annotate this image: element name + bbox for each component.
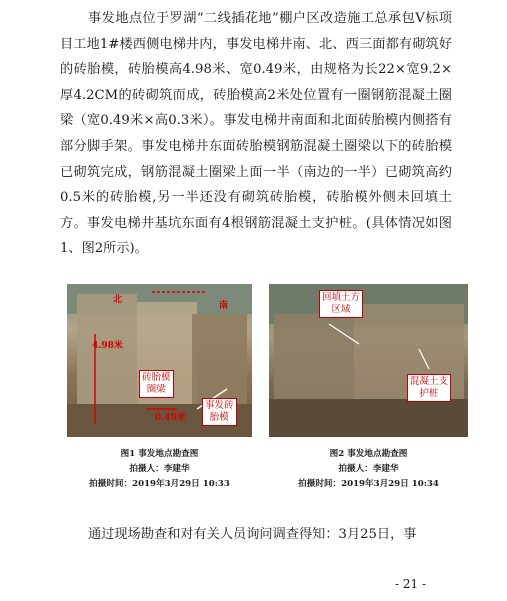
site-photo-2 <box>269 284 468 437</box>
figure-2-time: 拍摄时间：2019年3月29日 10:34 <box>298 479 439 489</box>
south-annotation: 南 <box>219 301 229 311</box>
body-paragraph-2: 通过现场勘查和对有关人员询问调查得知：3月25日，事 <box>88 527 417 542</box>
north-annotation: 北 <box>113 295 123 305</box>
support-pile-label: 混凝土支 护桩 <box>407 374 451 402</box>
site-photo-1 <box>67 284 252 437</box>
body-paragraph-1: 事发地点位于罗湖“二线插花地”棚户区改造施工总承包V标项目工地1#楼西侧电梯井内，事发电梯井南、北、西三面都有砌筑好的砖胎模，砖胎模高4.98米、宽0.49米，由规格为长22×宽9.2×厚4.2CM的砖砌筑而成，砖胎模高2米处位置有一圈钢筋混凝土圈梁（宽0.49米×高0.3米）。事发电梯井南面和北面砖胎模内侧搭有部分脚手架。事发电梯井东面砖胎模钢筋混凝土圈梁以下的砖胎模已砌筑完成，钢筋混凝土圈梁上面一半（南边的一半）已砌筑高约0.5米的砖胎模,另一半还没有砌筑砖胎模，砖胎模外侧未回填土方。事发电梯井基坑东面有4根钢筋混凝土支护桩。(具体情况如图1、图2所示)。 <box>60 11 452 257</box>
figure-1-title: 图1 事发地点勘查图 <box>120 449 199 459</box>
page-number: - 21 - <box>395 577 427 591</box>
figure-2-photographer: 拍摄人：李建华 <box>338 464 399 474</box>
figure-2-title: 图2 事发地点勘查图 <box>329 449 408 459</box>
photo-2-scene <box>269 284 468 437</box>
brick-mold-label: 事发砖 胎模 <box>202 398 237 426</box>
figure-2-caption <box>269 447 468 492</box>
backfill-area-label: 回填土方 区域 <box>319 290 363 318</box>
figure-1-time: 拍摄时间：2019年3月29日 10:33 <box>89 479 230 489</box>
figure-1-photographer: 拍摄人：李建华 <box>129 464 190 474</box>
width-annotation: 0.49米 <box>155 413 186 423</box>
height-annotation: 4.98米 <box>92 341 123 351</box>
ring-beam-label: 砖胎模 圈梁 <box>139 370 174 398</box>
figure-1-caption <box>67 447 252 492</box>
